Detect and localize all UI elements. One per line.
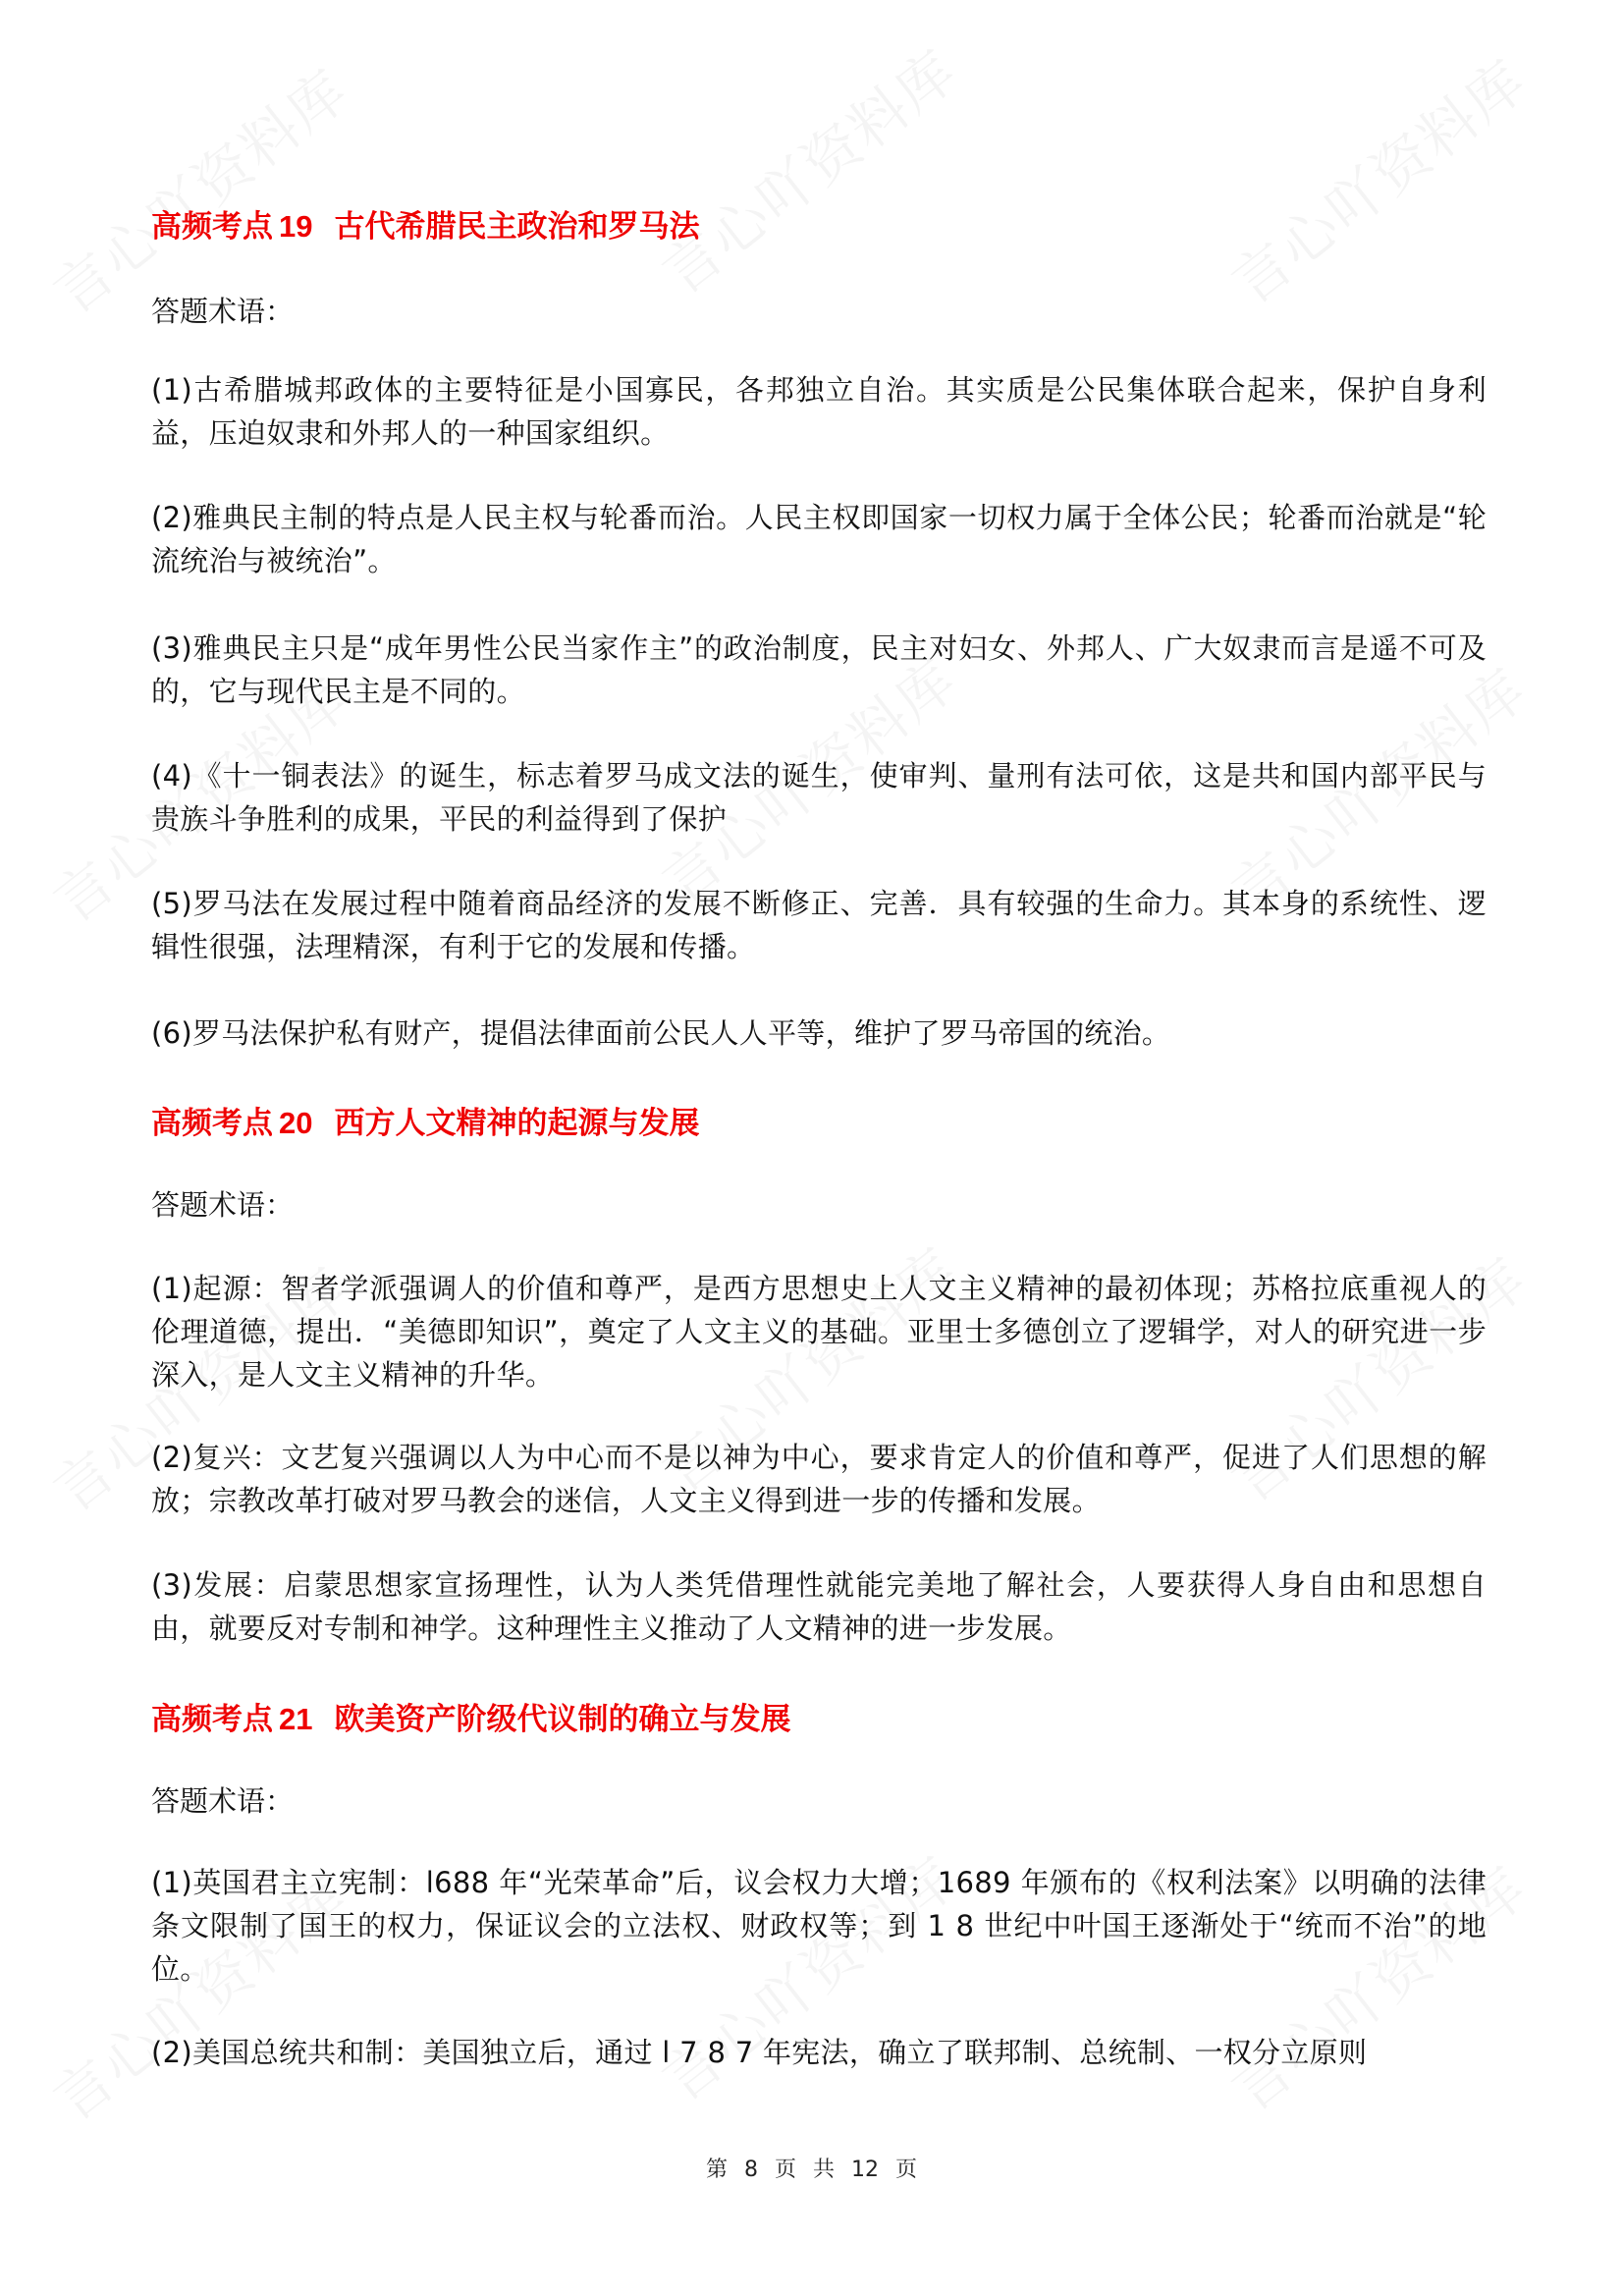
heading-number: 21 — [279, 1702, 313, 1736]
heading-number: 20 — [279, 1106, 313, 1140]
paragraph: (2)雅典民主制的特点是人民主权与轮番而治。人民主权即国家一切权力属于全体公民；轮番而治就是“轮流统治与被统治”。 — [151, 501, 1487, 577]
heading-title: 欧美资产阶级代议制的确立与发展 — [334, 1702, 791, 1736]
heading-prefix: 高频考点 — [151, 209, 273, 244]
paragraph: (3)发展：启蒙思想家宣扬理性，认为人类凭借理性就能完美地了解社会，人要获得人身自由和思想自由，就要反对专制和神学。这种理性主义推动了人文精神的进一步发展。 — [151, 1568, 1487, 1645]
page-number-footer: 第 8 页 共 12 页 — [706, 2158, 917, 2182]
section-heading — [151, 1694, 790, 1738]
paragraph: (2)美国总统共和制：美国独立后，通过 l 7 8 7 年宪法，确立了联邦制、总统制、一权分立原则 — [151, 2036, 1368, 2069]
section-heading — [151, 1098, 699, 1142]
heading-prefix: 高频考点 — [151, 1702, 273, 1736]
paragraph: (1)英国君主立宪制：l688 年“光荣革命”后，议会权力大增；1689 年颁布的《权利法案》以明确的法律条文限制了国王的权力，保证议会的立法权、财政权等；到 1 8 世纪中叶国王逐渐处于“统而不治”的地位。 — [151, 1866, 1487, 1986]
heading-title: 西方人文精神的起源与发展 — [334, 1106, 700, 1140]
paragraph: (4)《十一铜表法》的诞生，标志着罗马成文法的诞生，使审判、量刑有法可依，这是共和国内部平民与贵族斗争胜利的成果，平民的利益得到了保护 — [151, 759, 1487, 836]
paragraph: (6)罗马法保护私有财产，提倡法律面前公民人人平等，维护了罗马帝国的统治。 — [151, 1016, 1171, 1050]
section-heading — [151, 201, 699, 246]
answer-terms-label: 答题术语： — [151, 1784, 295, 1818]
paragraph: (1)起源：智者学派强调人的价值和尊严，是西方思想史上人文主义精神的最初体现；苏格拉底重视人的伦理道德，提出．“美德即知识”，奠定了人文主义的基础。亚里士多德创立了逻辑学，对人的研究进一步深入，是人文主义精神的升华。 — [151, 1272, 1487, 1392]
paragraph: (3)雅典民主只是“成年男性公民当家作主”的政治制度，民主对妇女、外邦人、广大奴隶而言是遥不可及的，它与现代民主是不同的。 — [151, 631, 1487, 708]
answer-terms-label: 答题术语： — [151, 295, 295, 328]
watermark-text — [642, 27, 971, 309]
heading-prefix: 高频考点 — [151, 1106, 273, 1140]
heading-number: 19 — [279, 209, 313, 244]
answer-terms-label: 答题术语： — [151, 1188, 295, 1222]
paragraph: (5)罗马法在发展过程中随着商品经济的发展不断修正、完善．具有较强的生命力。其本身的系统性、逻辑性很强，法理精深，有利于它的发展和传播。 — [151, 887, 1487, 963]
watermark-text — [33, 46, 362, 329]
paragraph: (2)复兴：文艺复兴强调以人为中心而不是以神为中心，要求肯定人的价值和尊严，促进了人们思想的解放；宗教改革打破对罗马教会的迷信，人文主义得到进一步的传播和发展。 — [151, 1441, 1487, 1517]
watermark-text — [1212, 36, 1541, 319]
heading-title: 古代希腊民主政治和罗马法 — [334, 209, 700, 244]
paragraph: (1)古希腊城邦政体的主要特征是小国寡民，各邦独立自治。其实质是公民集体联合起来，保护自身利益，压迫奴隶和外邦人的一种国家组织。 — [151, 373, 1487, 450]
